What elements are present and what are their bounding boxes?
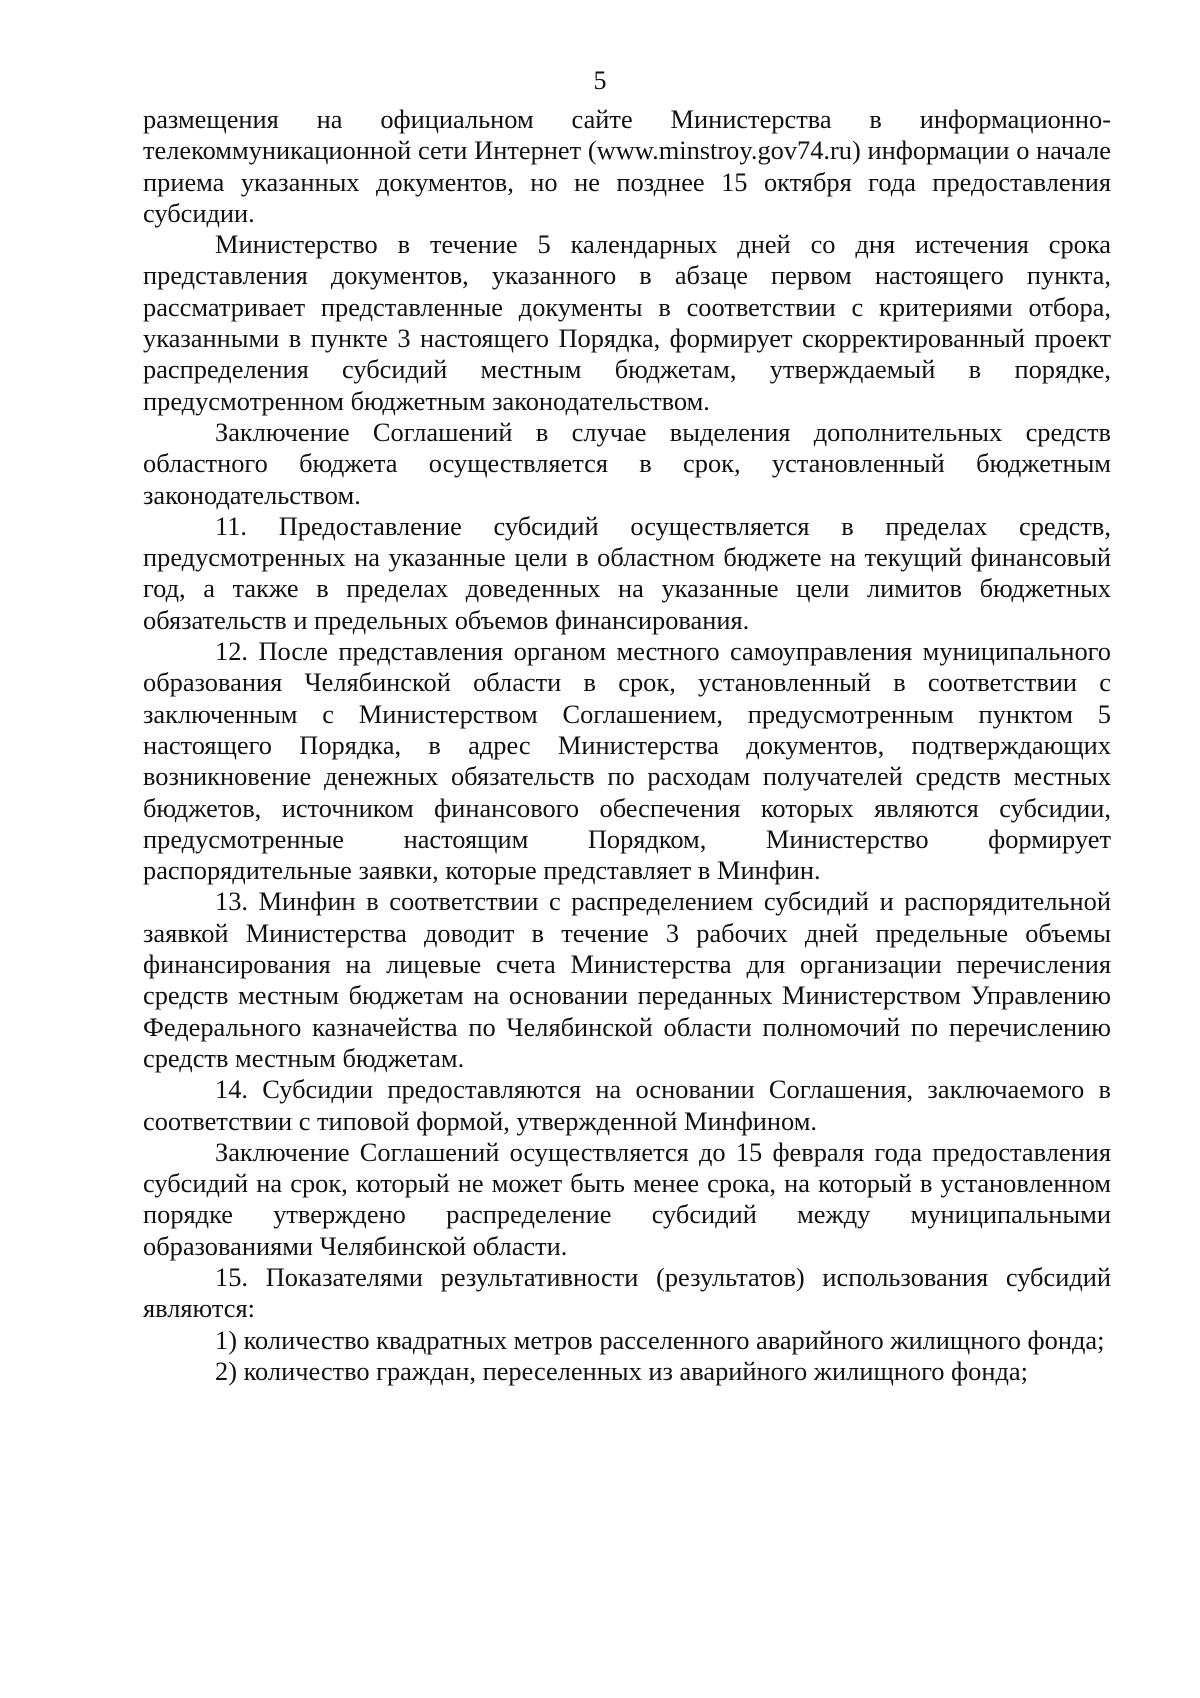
document-body [143, 104, 1111, 1387]
paragraph-item-11: 11. Предоставление субсидий осуществляется в пределах средств, предусмотренных на указанные цели в областном бюджете на текущий финансовый год, а также в пределах доведенных на указанные цели лимитов бюджетных обязательств и предельных объемов финансирования. [143, 510, 1111, 635]
paragraph-item-12: 12. После представления органом местного самоуправления муниципального образования Челябинской области в срок, установленный в соответствии с заключенным с Министерством Соглашением, предусмотренным пунктом 5 настоящего Порядка, в адрес Министерства документов, подтверждающих возникновение денежных обязательств по расходам получателей средств местных бюджетов, источником финансового обеспечения которых являются субсидии, предусмотренные настоящим Порядком, Министерство формирует распорядительные заявки, которые представляет в Минфин. [143, 636, 1111, 886]
paragraph-item-15: 15. Показателями результативности (результатов) использования субсидий являются: [143, 1261, 1111, 1324]
list-item-2: 2) количество граждан, переселенных из аварийного жилищного фонда; [215, 1355, 1028, 1386]
paragraph-ministry-review: Министерство в течение 5 календарных дней со дня истечения срока представления документов, указанного в абзаце первом настоящего пункта, рассматривает представленные документы в соответствии с критериями отбора, указанными в пункте 3 настоящего Порядка, формирует скорректированный проект распределения субсидий местным бюджетам, утверждаемый в порядке, предусмотренном бюджетным законодательством. [143, 229, 1111, 416]
paragraph-agreements-deadline: Заключение Соглашений осуществляется до 15 февраля года предоставления субсидий на срок, который не может быть менее срока, на который в установленном порядке утверждено распределение субсидий между муниципальными образованиями Челябинской области. [143, 1136, 1111, 1261]
list-item-1: 1) количество квадратных метров расселенного аварийного жилищного фонда; [215, 1324, 1105, 1355]
paragraph-intro-continuation: размещения на официальном сайте Министерства в информационно-телекоммуникационной сети Интернет (www.minstroy.gov74.ru) информации о начале приема указанных документов, но не позднее 15 октября года предоставления субсидии. [143, 104, 1111, 228]
paragraph-item-14: 14. Субсидии предоставляются на основании Соглашения, заключаемого в соответствии с типовой формой, утвержденной Минфином. [143, 1074, 1111, 1136]
paragraph-item-13: 13. Минфин в соответствии с распределением субсидий и распорядительной заявкой Министерства доводит в течение 3 рабочих дней предельные объемы финансирования на лицевые счета Министерства для организации перечисления средств местным бюджетам на основании переданных Министерством Управлению Федерального казначейства по Челябинской области полномочий по перечислению средств местным бюджетам. [143, 886, 1111, 1073]
paragraph-agreements-additional-funds: Заключение Соглашений в случае выделения дополнительных средств областного бюджета осуществляется в срок, установленный бюджетным законодательством. [143, 416, 1111, 510]
page-number: 5 [593, 66, 607, 95]
